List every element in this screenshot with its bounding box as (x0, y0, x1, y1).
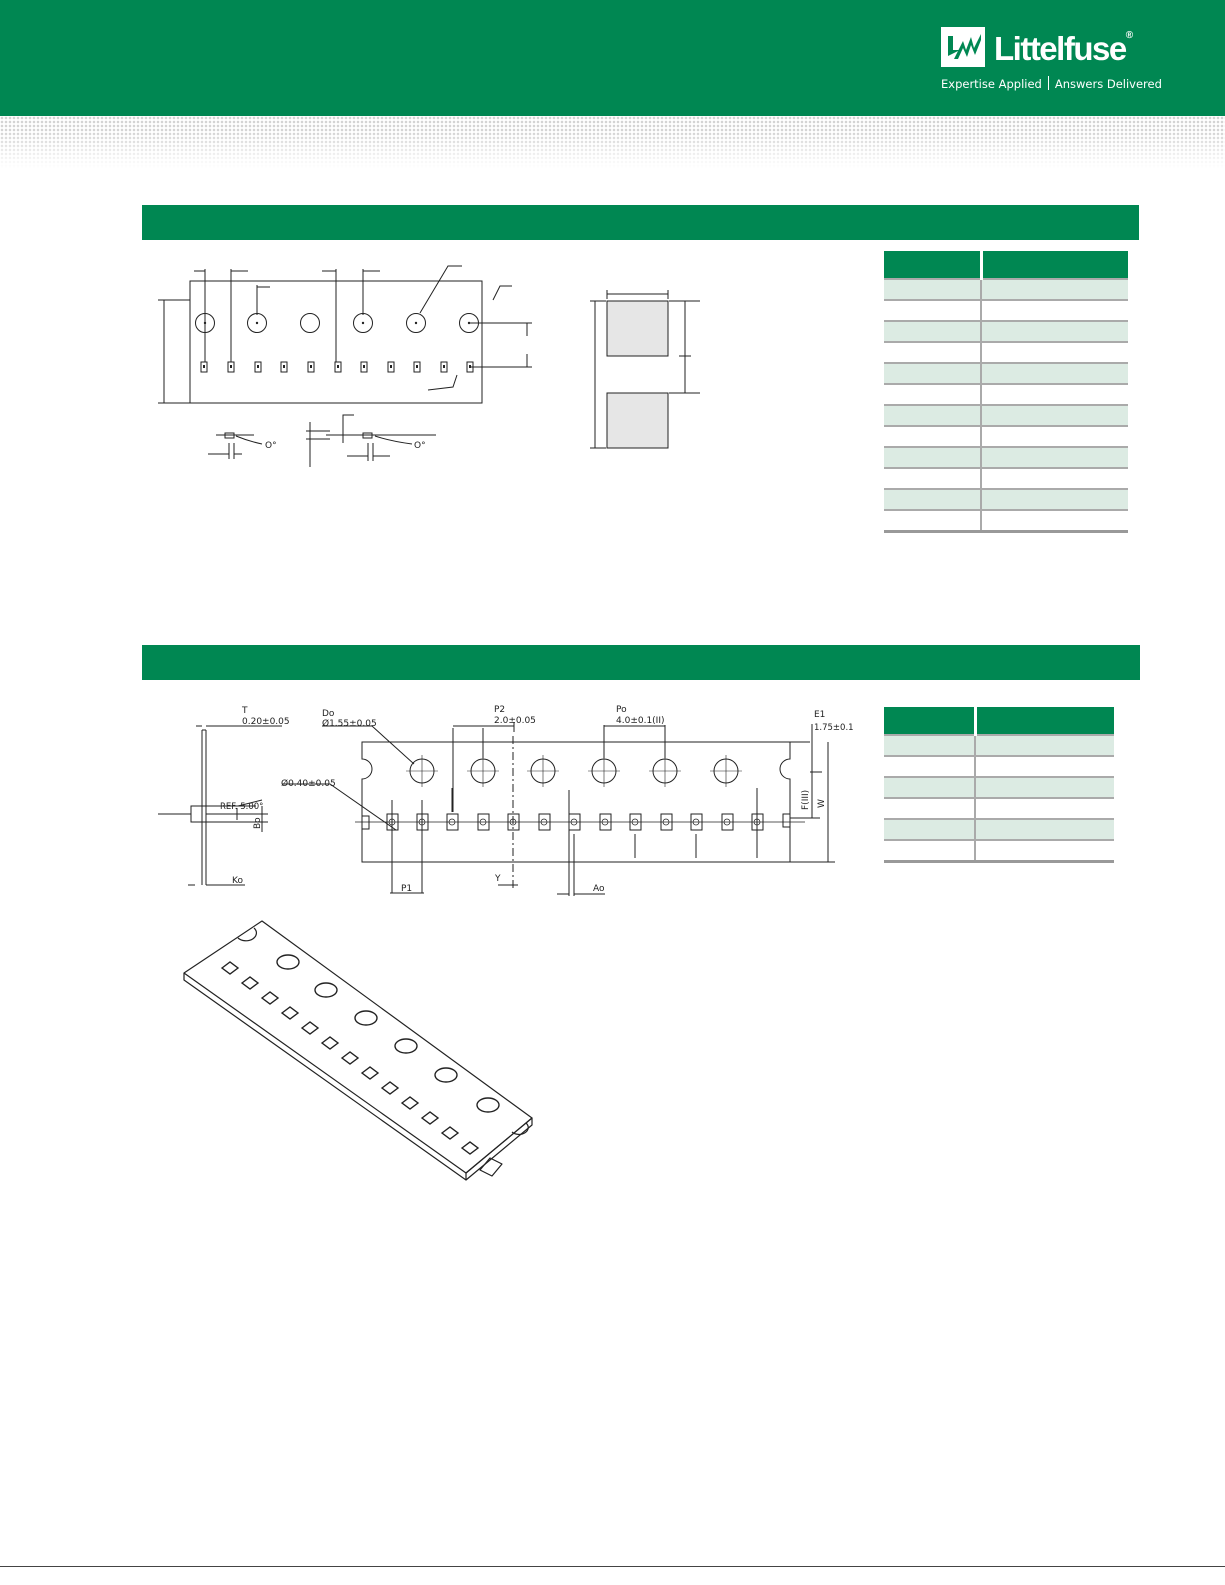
label-ref-angle: REF. 5.00° (220, 802, 264, 812)
label-d0-value: Ø1.55±0.05 (322, 719, 377, 729)
label-p0: Po (616, 705, 627, 715)
tagline-right: Answers Delivered (1054, 77, 1162, 91)
label-p1: P1 (401, 884, 413, 894)
label-a0: Ao (593, 884, 605, 894)
table-row (884, 426, 1128, 447)
chip-outline-drawing (580, 272, 710, 457)
label-t-value: 0.20±0.05 (242, 717, 290, 727)
angle-label-2: O° (414, 441, 426, 451)
label-f: F(III) (801, 789, 811, 810)
table-row (884, 489, 1128, 510)
label-b0: Bo (253, 817, 263, 829)
label-d1-value: Ø0.40±0.05 (281, 779, 336, 789)
label-p2-value: 2.0±0.05 (494, 716, 536, 726)
table-row (884, 279, 1128, 300)
table-header-row (884, 707, 1114, 735)
littelfuse-logo (940, 26, 1162, 96)
footer-rule (0, 1566, 1225, 1567)
table-row (884, 321, 1128, 342)
label-y: Y (495, 874, 501, 884)
spec-table-2 (884, 707, 1114, 863)
label-p2: P2 (494, 705, 506, 715)
table-row (884, 447, 1128, 468)
table-row (884, 510, 1128, 532)
table-header-row (884, 251, 1128, 279)
table-row (884, 300, 1128, 321)
tagline-left: Expertise Applied (941, 77, 1042, 91)
label-p0-value: 4.0±0.1(II) (616, 716, 665, 726)
table-row (884, 384, 1128, 405)
carrier-tape-isometric-drawing (170, 910, 570, 1200)
table-row (884, 735, 1114, 756)
label-d0: Do (322, 709, 335, 719)
section-1-title-bar (142, 205, 1139, 240)
angle-label-1: O° (265, 441, 277, 451)
label-e1-value: 1.75±0.1 (814, 723, 854, 733)
table-row (884, 756, 1114, 777)
label-t: T (242, 706, 248, 716)
table-row (884, 363, 1128, 384)
carrier-tape-dimension-drawing (150, 700, 860, 900)
section-2-title-bar (142, 645, 1140, 680)
header-dot-pattern (0, 116, 1225, 168)
label-k0: Ko (232, 876, 243, 886)
brand-name: Littelfuse® (994, 30, 1134, 67)
label-e1: E1 (814, 710, 826, 720)
brand-tagline (941, 76, 1162, 91)
table-row (884, 798, 1114, 819)
table-row (884, 777, 1114, 798)
page-header (0, 0, 1225, 116)
table-row (884, 819, 1114, 840)
table-row (884, 468, 1128, 489)
table-row (884, 342, 1128, 363)
table-row (884, 405, 1128, 426)
littelfuse-logo-icon (940, 26, 986, 68)
table-row (884, 840, 1114, 862)
label-w: W (817, 799, 827, 808)
spec-table-1 (884, 251, 1128, 533)
